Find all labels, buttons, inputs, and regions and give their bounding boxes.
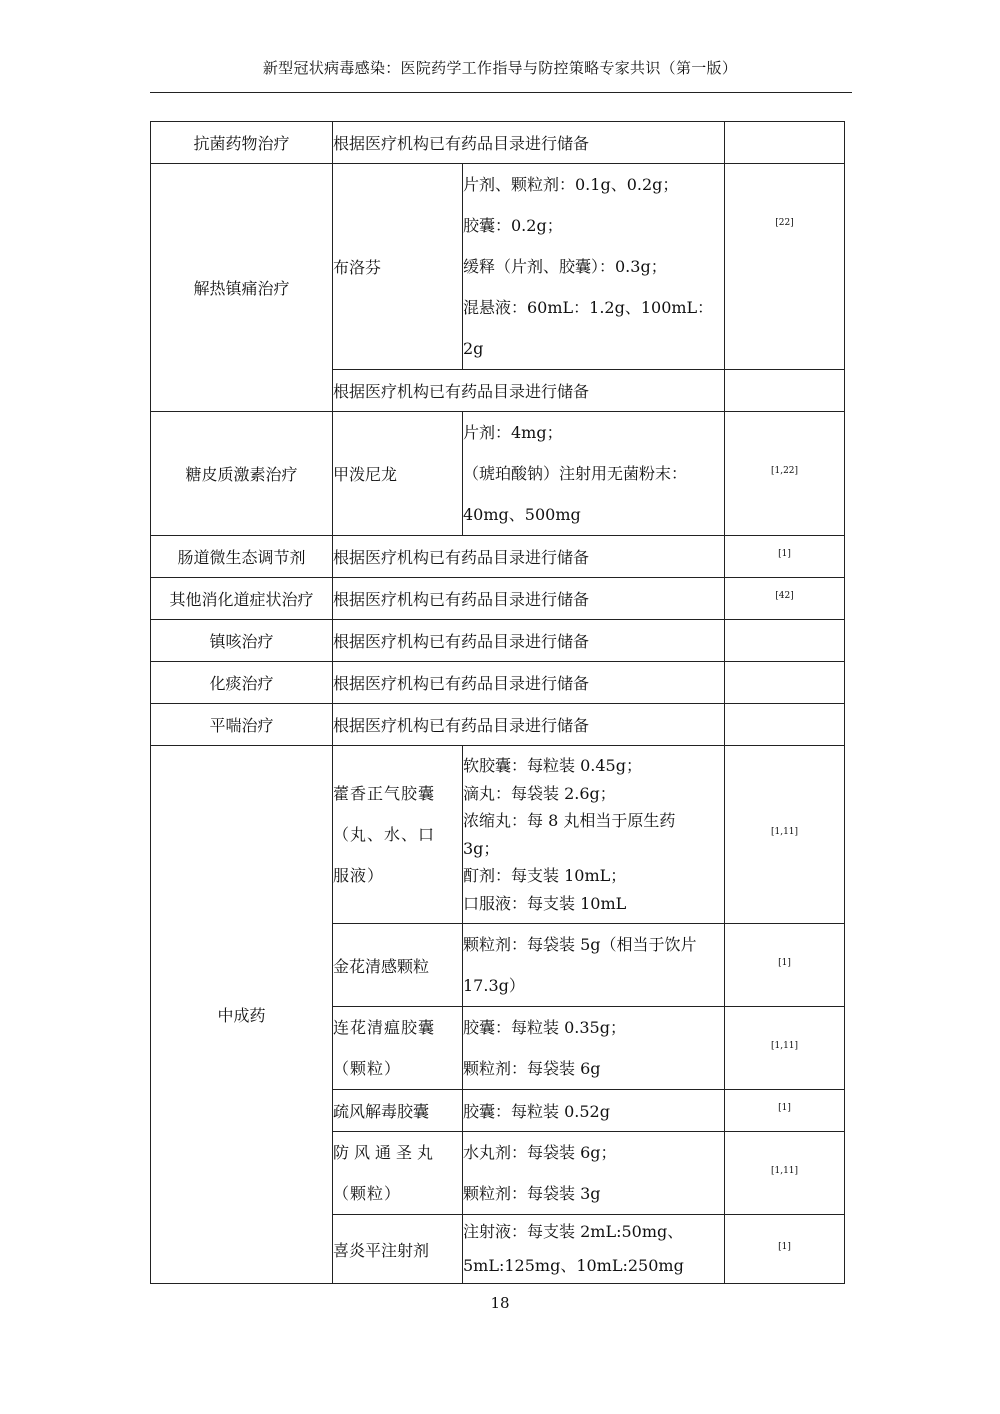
reference-cell: [725, 536, 845, 578]
note-cell: 根据医疗机构已有药品目录进行储备: [333, 370, 725, 412]
drug-name-cell: [333, 924, 463, 1007]
reference-cell: [725, 122, 845, 164]
table-row: [151, 620, 845, 662]
spec-line: 软胶囊：每粒装 0.45g；: [463, 756, 642, 775]
spec-line: 颗粒剂：每袋装 3g: [463, 1184, 601, 1203]
category-cell: 肠道微生态调节剂: [151, 536, 333, 578]
spec-cell: [463, 1132, 725, 1215]
category-cell: 镇咳治疗: [151, 620, 333, 662]
spec-line: 片剂：4mg；: [463, 423, 563, 442]
category-cell: 平喘治疗: [151, 704, 333, 746]
note-cell: 根据医疗机构已有药品目录进行储备: [333, 662, 725, 704]
spec-cell: [463, 1007, 725, 1090]
drug-reserve-table: [150, 121, 845, 1284]
drug-name-cell: [333, 1132, 463, 1215]
category-cell: 抗菌药物治疗: [151, 122, 333, 164]
drug-name-line: 金花清感颗粒: [333, 956, 430, 976]
table-row: [151, 704, 845, 746]
spec-line: 浓缩丸：每 8 丸相当于原生药: [463, 811, 676, 830]
reference-text: [1]: [778, 1241, 791, 1252]
spec-line: 混悬液：60mL：1.2g、100mL：: [463, 298, 714, 317]
reference-text: [1,11]: [770, 1165, 799, 1176]
reference-text: [1,11]: [770, 1040, 799, 1051]
table-row: [151, 536, 845, 578]
reference-cell: [725, 662, 845, 704]
spec-line: 胶囊：每粒装 0.35g；: [463, 1018, 626, 1037]
spec-cell: [463, 1215, 725, 1284]
reference-text: [1,11]: [770, 827, 799, 837]
spec-line: 注射液：每支装 2mL:50mg、: [463, 1222, 684, 1241]
header-rule: [150, 92, 852, 93]
spec-line: 水丸剂：每袋装 6g；: [463, 1143, 617, 1162]
reference-text: [42]: [775, 591, 794, 601]
spec-line: 颗粒剂：每袋装 5g（相当于饮片: [463, 935, 697, 954]
spec-cell: [463, 164, 725, 370]
spec-line: 颗粒剂：每袋装 6g: [463, 1059, 601, 1078]
reference-text: [1]: [778, 549, 791, 559]
spec-line: 胶囊：0.2g；: [463, 216, 563, 235]
note-cell: 根据医疗机构已有药品目录进行储备: [333, 704, 725, 746]
drug-name-cell: [333, 1090, 463, 1132]
category-cell: 解热镇痛治疗: [151, 164, 333, 412]
reference-cell: [725, 164, 845, 370]
reference-text: [22]: [775, 218, 794, 228]
drug-name-cell: [333, 746, 463, 924]
reference-cell: [725, 412, 845, 536]
note-cell: 根据医疗机构已有药品目录进行储备: [333, 620, 725, 662]
drug-name-line: 服液）: [333, 866, 385, 885]
spec-cell: [463, 412, 725, 536]
drug-name-cell: [333, 1215, 463, 1284]
reference-cell: [725, 924, 845, 1007]
note-cell: 根据医疗机构已有药品目录进行储备: [333, 536, 725, 578]
table-row: [151, 412, 845, 536]
spec-line: 17.3g）: [463, 976, 525, 995]
spec-cell: [463, 746, 725, 924]
drug-name-line: 喜炎平注射剂: [333, 1240, 430, 1260]
drug-name-line: 连花清瘟胶囊: [333, 1018, 436, 1037]
drug-name-line: 疏风解毒胶囊: [333, 1102, 430, 1121]
note-cell: 根据医疗机构已有药品目录进行储备: [333, 578, 725, 620]
spec-cell: [463, 1090, 725, 1132]
spec-line: 胶囊：每粒装 0.52g: [463, 1102, 610, 1121]
reference-cell: [725, 1215, 845, 1284]
drug-name-line: （丸、水、口: [333, 825, 436, 844]
spec-cell: [463, 924, 725, 1007]
reference-cell: [725, 746, 845, 924]
spec-line: 2g: [463, 339, 484, 358]
table-row: [151, 164, 845, 370]
reference-cell: [725, 704, 845, 746]
reference-text: [1]: [778, 1103, 791, 1113]
reference-text: [1]: [778, 957, 791, 968]
table-row: [151, 122, 845, 164]
drug-name-line: （颗粒）: [333, 1184, 402, 1203]
note-cell: 根据医疗机构已有药品目录进行储备: [333, 122, 725, 164]
table-row: [151, 746, 845, 924]
page-number: 18: [490, 1294, 510, 1312]
category-cell: 中成药: [151, 746, 333, 1284]
reference-cell: [725, 370, 845, 412]
spec-line: 酊剂：每支装 10mL；: [463, 866, 627, 885]
table-row: [151, 578, 845, 620]
spec-line: 缓释（片剂、胶囊）：0.3g；: [463, 257, 667, 276]
spec-line: 口服液：每支装 10mL: [463, 893, 627, 913]
spec-line: 3g；: [463, 838, 500, 858]
reference-cell: [725, 620, 845, 662]
reference-cell: [725, 1007, 845, 1090]
drug-name-line: 藿香正气胶囊: [333, 784, 436, 803]
category-cell: 其他消化道症状治疗: [151, 578, 333, 620]
reference-cell: [725, 578, 845, 620]
category-cell: 糖皮质激素治疗: [151, 412, 333, 536]
reference-cell: [725, 1132, 845, 1215]
reference-text: [1,22]: [770, 466, 799, 476]
spec-line: 片剂、颗粒剂：0.1g、0.2g；: [463, 175, 679, 194]
table-row: [151, 662, 845, 704]
spec-line: 5mL:125mg、10mL:250mg: [463, 1256, 684, 1275]
drug-name-cell: 甲泼尼龙: [333, 412, 463, 536]
drug-name-cell: [333, 1007, 463, 1090]
spec-line: （琥珀酸钠）注射用无菌粉末：: [463, 464, 688, 483]
drug-name-line: 防风通圣丸: [333, 1143, 439, 1162]
reference-cell: [725, 1090, 845, 1132]
spec-line: 40mg、500mg: [463, 505, 581, 524]
drug-name-line: （颗粒）: [333, 1059, 402, 1078]
running-header: 新型冠状病毒感染：医院药学工作指导与防控策略专家共识（第一版）: [262, 59, 738, 77]
spec-line: 滴丸：每袋装 2.6g；: [463, 783, 616, 803]
category-cell: 化痰治疗: [151, 662, 333, 704]
drug-name-cell: 布洛芬: [333, 164, 463, 370]
